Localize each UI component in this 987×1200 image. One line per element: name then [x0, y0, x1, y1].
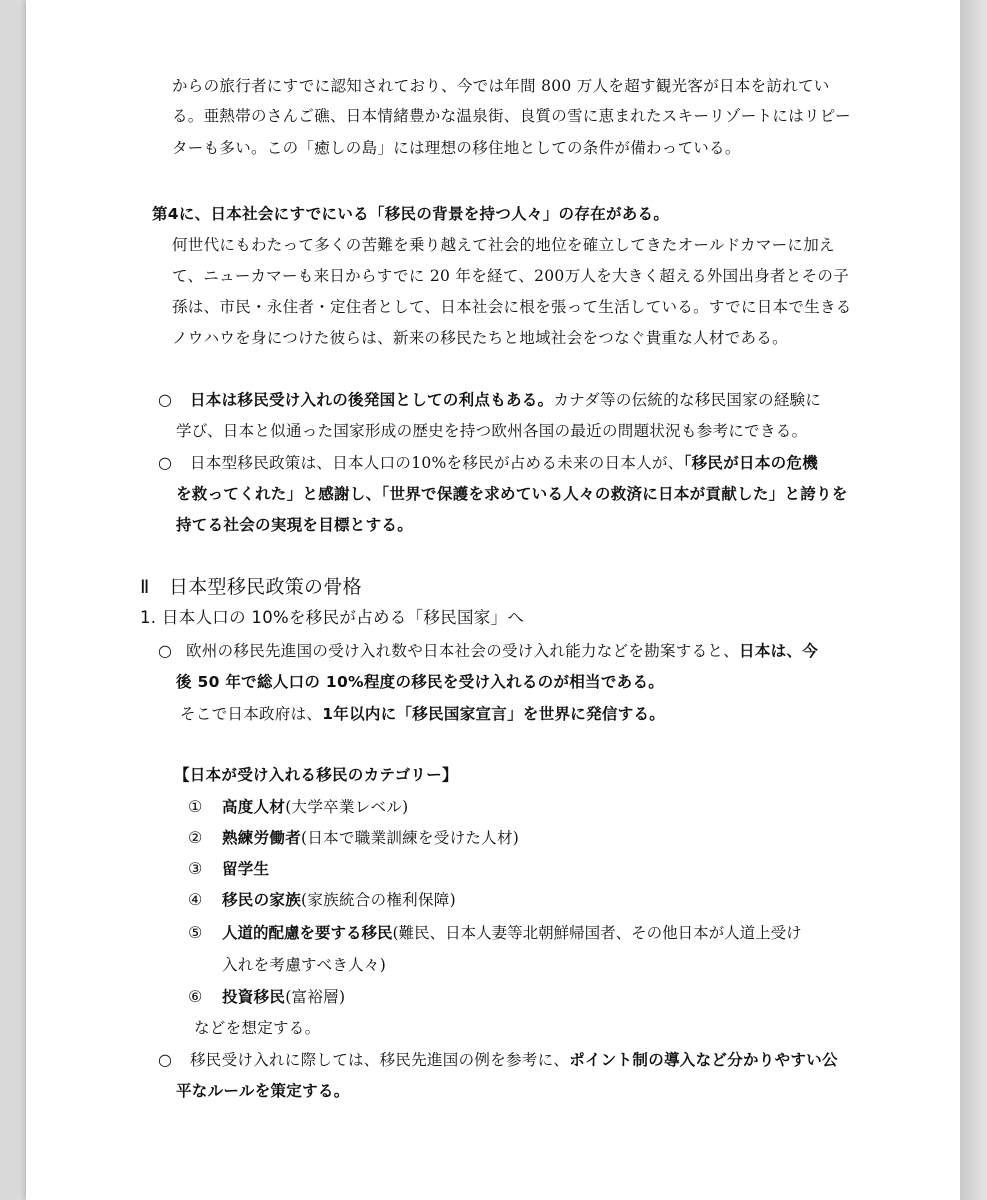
subsection-heading: 1. 日本人口の 10%を移民が占める「移民国家」へ	[140, 608, 525, 627]
bullet-line	[186, 640, 818, 662]
bullet-text: そこで日本政府は、	[180, 705, 323, 723]
list-number: ③	[188, 859, 203, 878]
category-note: (日本で職業訓練を受けた人材)	[301, 829, 520, 847]
bullet-circle-icon: ○	[158, 1050, 172, 1069]
category-name: 人道的配慮を要する移民	[222, 924, 393, 942]
bullet-bold-text: 日本は、今	[739, 642, 819, 660]
bullet-line	[180, 703, 665, 725]
paragraph-line: て、ニューカマーも来日からすでに 20 年を経て、200万人を大きく超える外国出身者とその子	[172, 267, 849, 285]
bullet-bold-line: 後 50 年で総人口の 10%程度の移民を受け入れるのが相当である。	[176, 673, 665, 691]
bullet-text: 欧州の移民先進国の受け入れ数や日本社会の受け入れ能力などを勘案すると、	[186, 642, 740, 660]
paragraph-line: ターも多い。この「癒しの島」には理想の移住地としての条件が備わっている。	[172, 139, 741, 157]
category-name: 高度人材	[222, 798, 286, 816]
category-name: 留学生	[222, 860, 270, 878]
list-item	[222, 858, 269, 880]
category-name: 投資移民	[222, 988, 286, 1006]
bullet-text: 日本型移民政策は、日本人口の10%を移民が占める未来の日本人が、	[190, 454, 684, 472]
list-number: ①	[188, 797, 203, 816]
category-name: 移民の家族	[222, 891, 302, 909]
category-name: 熟練労働者	[222, 829, 302, 847]
bullet-line	[190, 1049, 838, 1071]
bullet-bold-text: 日本は移民受け入れの後発国としての利点もある。	[190, 391, 554, 409]
bullet-circle-icon: ○	[158, 390, 172, 409]
list-item	[222, 827, 519, 849]
bullet-bold-line: 平なルールを策定する。	[176, 1082, 350, 1100]
bullet-bold-text: ポイント制の導入など分かりやすい公	[569, 1051, 838, 1069]
list-tail: などを想定する。	[194, 1019, 321, 1037]
list-number: ⑥	[188, 987, 203, 1006]
list-item-continuation: 入れを考慮すべき人々)	[222, 956, 387, 974]
category-heading: 【日本が受け入れる移民のカテゴリー】	[174, 766, 458, 784]
bullet-text: カナダ等の伝統的な移民国家の経験に	[553, 391, 822, 409]
bullet-line	[190, 452, 818, 474]
bullet-circle-icon: ○	[158, 641, 172, 660]
document-page	[26, 0, 960, 1200]
category-note: (富裕層)	[285, 988, 346, 1006]
list-number: ⑤	[188, 923, 203, 942]
list-number: ②	[188, 828, 203, 847]
paragraph-line: 孫は、市民・永住者・定住者として、日本社会に根を張って生活している。すでに日本で生きる	[172, 298, 852, 316]
viewer-gutter	[960, 0, 987, 1200]
category-note: (難民、日本人妻等北朝鮮帰国者、その他日本が人道上受け	[392, 924, 802, 942]
list-number: ④	[188, 890, 203, 909]
fourth-point-heading: 第4に、日本社会にすでにいる「移民の背景を持つ人々」の存在がある。	[152, 205, 670, 223]
list-item	[222, 986, 345, 1008]
list-item	[222, 922, 802, 944]
section-heading: Ⅱ 日本型移民政策の骨格	[140, 576, 362, 598]
bullet-line	[190, 389, 821, 411]
bullet-bold-text: 1年以内に「移民国家宣言」を世界に発信する。	[322, 705, 666, 723]
list-item	[222, 796, 409, 818]
paragraph-line: 何世代にもわたって多くの苦難を乗り越えて社会的地位を確立してきたオールドカマーに加え	[172, 236, 835, 254]
paragraph-line: る。亜熱帯のさんご礁、日本情緒豊かな温泉街、良質の雪に恵まれたスキーリゾートにはリピー	[172, 107, 851, 125]
list-item	[222, 889, 456, 911]
bullet-bold-line: 持てる社会の実現を目標とする。	[176, 516, 414, 534]
bullet-text: 移民受け入れに際しては、移民先進国の例を参考に、	[190, 1051, 570, 1069]
bullet-bold-text: 「移民が日本の危機	[683, 454, 819, 472]
bullet-circle-icon: ○	[158, 453, 172, 472]
paragraph-line: からの旅行者にすでに認知されており、今では年間 800 万人を超す観光客が日本を訪れてい	[172, 77, 830, 95]
category-note: (家族統合の権利保障)	[301, 891, 456, 909]
bullet-line: 学び、日本と似通った国家形成の歴史を持つ欧州各国の最近の問題状況も参考にできる。	[176, 422, 808, 440]
category-note: (大学卒業レベル)	[285, 798, 409, 816]
bullet-bold-line: を救ってくれた」と感謝し、「世界で保護を求めている人々の救済に日本が貢献した」と誇りを	[176, 485, 848, 503]
paragraph-line: ノウハウを身につけた彼らは、新来の移民たちと地域社会をつなぐ貴重な人材である。	[172, 329, 788, 347]
